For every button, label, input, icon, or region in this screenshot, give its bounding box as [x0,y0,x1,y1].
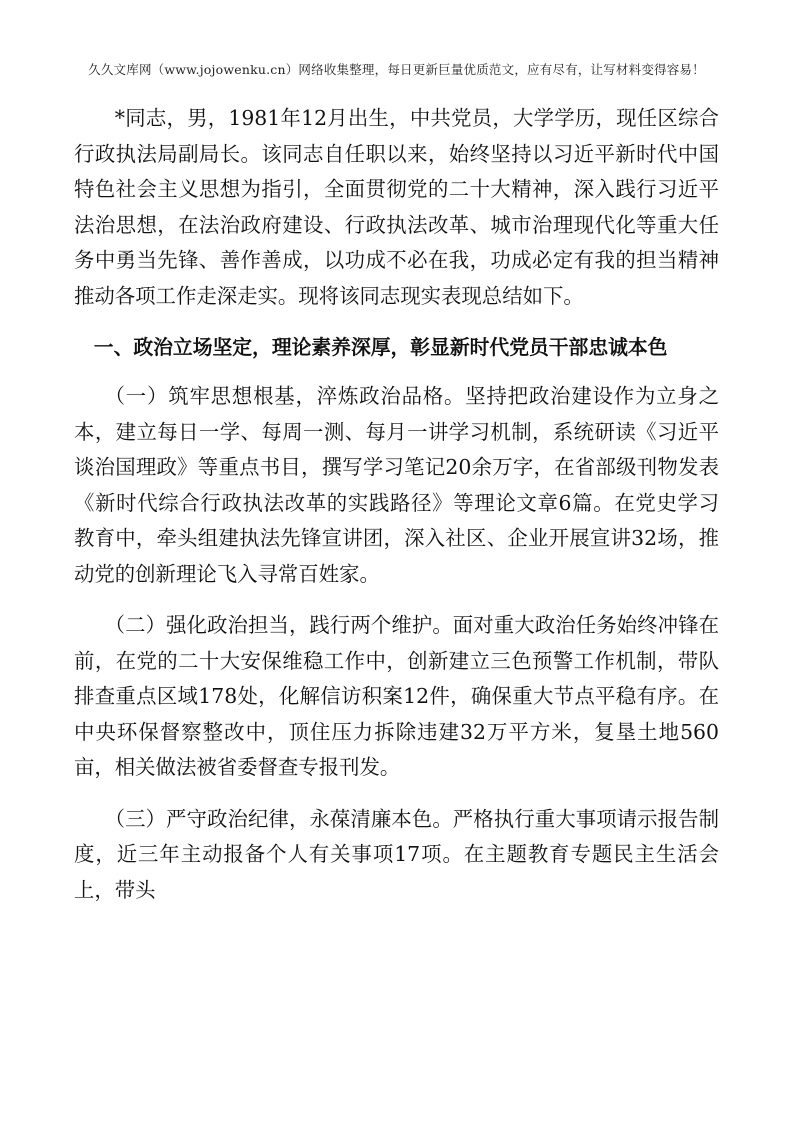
subsection-paragraph-1: （一）筑牢思想根基，淬炼政治品格。坚持把政治建设作为立身之本，建立每日一学、每周一测、每月一讲学习机制，系统研读《习近平谈治国理政》等重点书目，撰写学习笔记20余万字，在省部级刊物发表《新时代综合行政执法改革的实践路径》等理论文章6篇。在党史学习教育中，牵头组建执法先锋宣讲团，深入社区、企业开展宣讲32场，推动党的创新理论飞入寻常百姓家。 [74,384,719,586]
page-header: 久久文库网（www.jojowenku.cn）网络收集整理，每日更新巨量优质范文，应有尽有，让写材料变得容易！ [88,62,705,77]
subsection-paragraph-3: （三）严守政治纪律，永葆清廉本色。严格执行重大事项请示报告制度，近三年主动报备个人有关事项17项。在主题教育专题民主生活会上，带头 [74,806,719,902]
document-body [74,101,719,924]
subsection-paragraph-2: （二）强化政治担当，践行两个维护。面对重大政治任务始终冲锋在前，在党的二十大安保维稳工作中，创新建立三色预警工作机制，带队排查重点区域178处，化解信访积案12件，确保重大节点平稳有序。在中央环保督察整改中，顶住压力拆除违建32万平方米，复垦土地560亩，相关做法被省委督查专报刊发。 [74,613,719,779]
intro-paragraph: *同志，男，1981年12月出生，中共党员，大学学历，现任区综合行政执法局副局长。该同志自任职以来，始终坚持以习近平新时代中国特色社会主义思想为指引，全面贯彻党的二十大精神，深入践行习近平法治思想，在法治政府建设、行政执法改革、城市治理现代化等重大任务中勇当先锋、善作善成，以功成不必在我，功成必定有我的担当精神推动各项工作走深走实。现将该同志现实表现总结如下。 [74,106,719,308]
section-heading-1: 一、政治立场坚定，理论素养深厚，彰显新时代党员干部忠诚本色 [93,336,668,359]
